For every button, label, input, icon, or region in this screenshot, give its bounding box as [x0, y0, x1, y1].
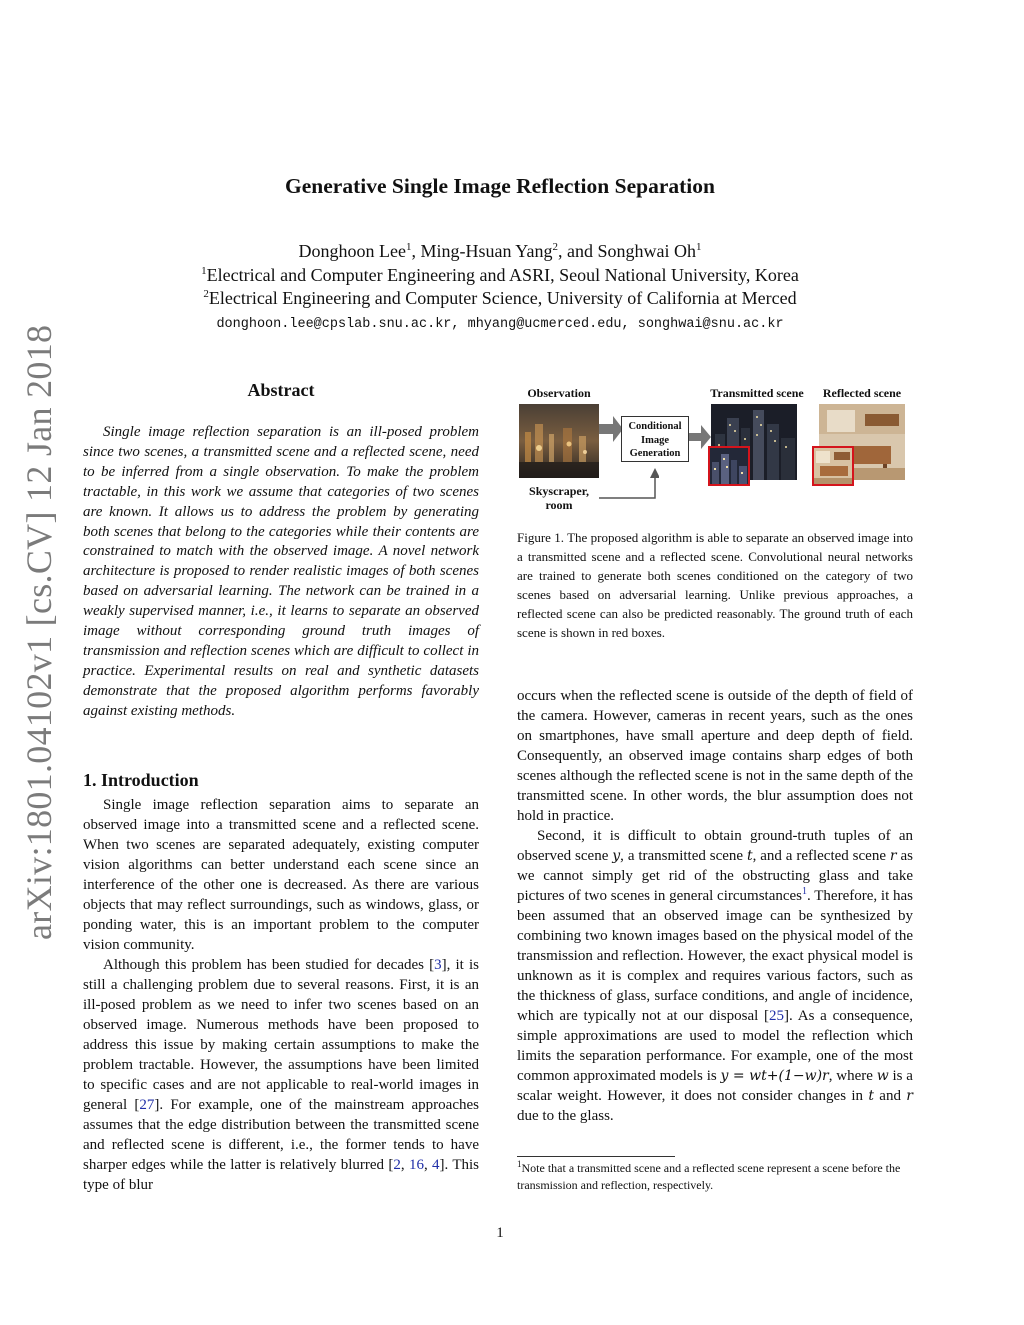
conditional-image-generation-box: Conditional Image Generation: [621, 416, 689, 462]
paper-title: Generative Single Image Reflection Separation: [285, 174, 715, 198]
footnote-divider: [517, 1156, 675, 1157]
author-block: [0, 240, 1000, 311]
arxiv-identifier: arXiv:1801.04102v1 [cs.CV] 12 Jan 2018: [19, 324, 59, 940]
author-name: Ming-Hsuan Yang: [420, 241, 553, 261]
reflected-ground-truth-image: [812, 446, 854, 486]
observed-image: [519, 404, 599, 478]
citation-link[interactable]: 4: [432, 1157, 440, 1173]
author-name: Donghoon Lee: [298, 241, 406, 261]
author-name: Songhwai Oh: [597, 241, 696, 261]
page-number: 1: [496, 1225, 504, 1241]
abstract-text: Single image reflection separation is an ill-posed problem since two scenes, a transmitted scene and a reflected scene, need to be inferred from a single observation. To make the problem tractable, in this work we assume that categories of two scenes are known. It allows us to address the problem by generating both scenes that belong to the categories while their contents are constrained to match with the observed image. A novel network architecture is proposed to render realistic images of both scenes based on adversarial learning. The network can be trained in a weakly supervised manner, i.e., it learns to separate an observed image without corresponding ground truth images of transmission and reflection scenes which are difficult to collect in practice. Experimental results on real and synthetic datasets demonstrate that the proposed algorithm performs favorably against existing methods.: [83, 424, 479, 719]
author-emails[interactable]: donghoon.lee@cpslab.snu.ac.kr, mhyang@ucmerced.edu, songhwai@snu.ac.kr: [216, 317, 784, 332]
right-column-text: [517, 686, 913, 1126]
condition-arrow-icon: [599, 468, 659, 504]
figure-1-caption: Figure 1. The proposed algorithm is able to separate an observed image into a transmitted scene and a reflected scene. Convolutional neural networks are trained to generate both scenes conditioned on the category of two scenes based on adversarial learning. Unlike previous approaches, a reflected scene can also be predicted reasonably. The ground truth of each scene is shown in red boxes.: [517, 530, 913, 640]
transmitted-ground-truth-image: [708, 446, 750, 486]
abstract-heading: Abstract: [247, 380, 315, 400]
category-label: Skyscraper, room: [529, 484, 589, 512]
citation-link[interactable]: 3: [434, 957, 442, 973]
citation-link[interactable]: 16: [408, 1157, 424, 1173]
reflected-scene-label: Reflected scene: [822, 386, 902, 400]
citation-link[interactable]: 2: [393, 1157, 401, 1173]
reflection-formula: y = wt+(1−w)r: [720, 1068, 829, 1084]
citation-link[interactable]: 27: [139, 1097, 155, 1113]
right-paragraph-2: Second, it is difficult to obtain ground-truth tuples of an observed scene y, a transmitted scene t, and a reflected scene r as we cannot simply get rid of the obstructing glass and take pictures of two scenes in general circumstances$^1$. Therefore, it has been assumed that an observed image can be synthesized by combining two known images based on the physical model of the transmission and reflection. However, the exact physical model is unknown as it is complex and requires various factors, such as the thickness of glass, surface conditions, and angle of incidence, which are typically not at our disposal [25]. As a consequence, simple approximations are used to model the reflection which limits the separation performance. For example, one of the most common approximated models is y = wt+(1−w)r, where w is a scalar weight. However, it does not consider changes in t and r due to the glass.: [517, 828, 914, 1124]
observation-label: Observation: [527, 386, 591, 400]
author-line: Donghoon Lee$^1$, Ming-Hsuan Yang$^2$, and Songhwai Oh$^1$: [298, 241, 702, 261]
affiliation-1: $^1$Electrical and Computer Engineering and ASRI, Seoul National University, Korea: [201, 264, 799, 285]
affiliation-2: $^2$Electrical Engineering and Computer Science, University of California at Merced: [203, 288, 797, 308]
transmitted-scene-label: Transmitted scene: [710, 386, 804, 400]
right-paragraph-1: occurs when the reflected scene is outside of the depth of field of the camera. However, cameras in recent years, such as the ones on smartphones, have small aperture and deep depth of field. Consequently, an observed image contains sharp edges of both scenes although the reflected scene is not in the same depth of the transmitted scene. In other words, the blur assumption does not hold in practice.: [517, 688, 913, 824]
section-heading-introduction: 1. Introduction: [83, 770, 199, 790]
introduction-text: [83, 795, 479, 1195]
footnote-marker[interactable]: 1: [802, 886, 808, 897]
footnote: $^1$Note that a transmitted scene and a reflected scene represent a scene before the transmission and reflection, respectively.: [517, 1159, 901, 1192]
arrow-right-icon: [599, 414, 623, 444]
intro-paragraph-2: Although this problem has been studied for decades [3], it is still a challenging problem due to several reasons. First, it is an ill-posed problem as we need to infer two scenes based on an observed image. Numerous methods have been proposed to address this issue by making certain assumptions to make the problem tractable. However, the assumptions have been limited to specific cases and are not applicable to real-world images in general [27]. For example, one of the mainstream approaches assumes that the edge distribution between the transmitted scene and reflected scene is different, i.e., the former tends to have sharper edges while the latter is relatively blurred [2, 16, 4]. This type of blur: [83, 957, 480, 1193]
intro-paragraph-1: Single image reflection separation aims to separate an observed image into a transmitted scene and a reflected scene. When two scenes are separated adequately, existing computer vision algorithms can better understand each scene since an interference of the other one is decreased. As there are various objects that may reflect surroundings, such as windows, glass, or ponding water, this is an important problem to the computer vision community.: [83, 797, 479, 953]
citation-link[interactable]: 25: [769, 1008, 785, 1024]
figure-1: [517, 384, 913, 514]
